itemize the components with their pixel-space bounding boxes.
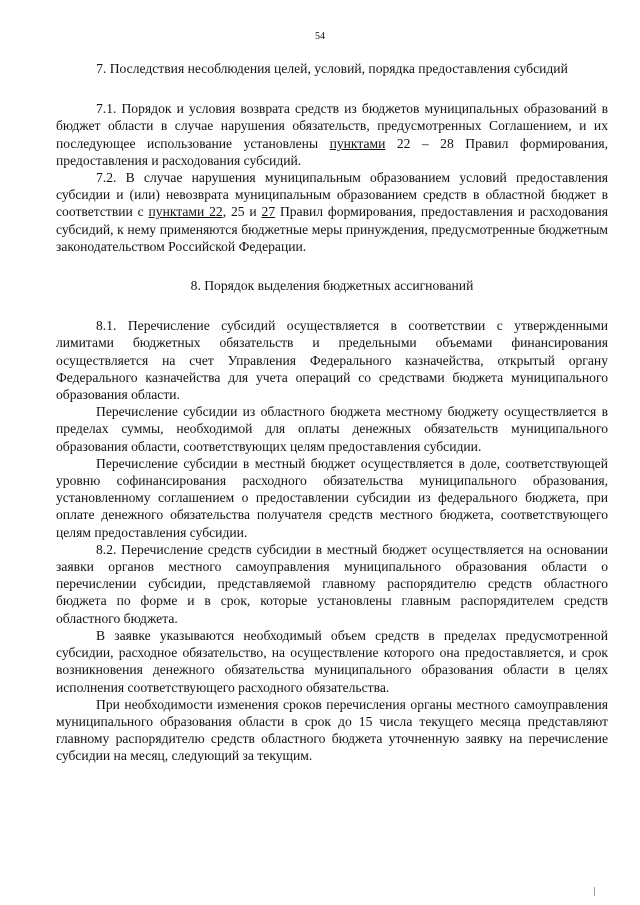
reference-link-points[interactable]: пунктами (329, 135, 386, 151)
paragraph-7-2 (56, 169, 608, 255)
reference-link-point-22[interactable]: пунктами 22 (148, 204, 223, 220)
paragraph-7-2-text-mid: , 25 и (222, 204, 262, 220)
page-number: 54 (315, 31, 325, 42)
paragraph-7-2-text-end: Правил формирования, предоставления и расходования субсидий, к нему применяются бюджетные меры принуждения, предусмотренные бюджетным законодательством Российской Федерации. (56, 204, 608, 254)
paragraph-8-2-b: В заявке указываются необходимый объем средств в пределах предусмотренной субсидии, расходное обязательство, на осуществление которого она предоставляется, и срок возникновения денежного обязательства муниципального образования области в целях исполнения соответствующего расходного обязательства. (56, 627, 608, 695)
paragraph-7-1-text-end: 22 – 28 Правил формирования, предоставления и расходования субсидий. (56, 135, 608, 168)
paragraph-8-1-c: Перечисление субсидии в местный бюджет осуществляется в доле, соответствующей уровню софинансирования расходного обязательства муниципального образования, установленному соглашением о предоставлении субсидии из федерального бюджета, при оплате денежного обязательства получателя средств местного бюджета, соответствующего целям предоставления субсидии. (56, 455, 608, 540)
paragraph-8-2-c: При необходимости изменения сроков перечисления органы местного самоуправления муниципального образования области в срок до 15 числа текущего месяца представляют главному распорядителю средств областного бюджета уточненную заявку на перечисление субсидии на месяц, следующий за текущим. (56, 696, 608, 764)
paragraph-8-2: 8.2. Перечисление средств субсидии в местный бюджет осуществляется на основании заявки органов местного самоуправления муниципального образования области о перечислении субсидии, представляемой главному распорядителю средств областного бюджета по форме и в срок, которые установлены главным распорядителем средств областного бюджета. (56, 541, 608, 626)
paragraph-7-1-text-start: 7.1. Порядок и условия возврата средств из бюджетов муниципальных образований в бюджет области в случае нарушения обязательств, предусмотренных Соглашением, и их последующее использование установлены (56, 101, 608, 151)
page-edge-mark (594, 887, 595, 896)
paragraph-7-1 (56, 100, 608, 169)
section-7-heading: 7. Последствия несоблюдения целей, условий, порядка предоставления субсидий (96, 61, 568, 76)
section-8-heading: 8. Порядок выделения бюджетных ассигнований (190, 278, 474, 294)
paragraph-8-1: 8.1. Перечисление субсидий осуществляется в соответствии с утвержденными лимитами бюджетных обязательств и предельными объемами финансирования осуществляется на счет Управления Федерального казначейства, открытый органу Федерального казначейства для учета операций со средствами бюджета муниципального образования области. (56, 318, 608, 403)
paragraph-7-2-text-start: 7.2. В случае нарушения муниципальным образованием условий предоставления субсидии и (или) невозврата муниципальным образованием средств в областной бюджет в соответствии с (56, 170, 608, 220)
document-body (56, 60, 608, 765)
paragraph-8-1-b: Перечисление субсидии из областного бюджета местному бюджету осуществляется в пределах суммы, необходимой для оплаты денежных обязательств муниципального образования области, соответствующих целям предоставления субсидии. (56, 404, 608, 454)
reference-link-point-27[interactable]: 27 (261, 204, 276, 220)
